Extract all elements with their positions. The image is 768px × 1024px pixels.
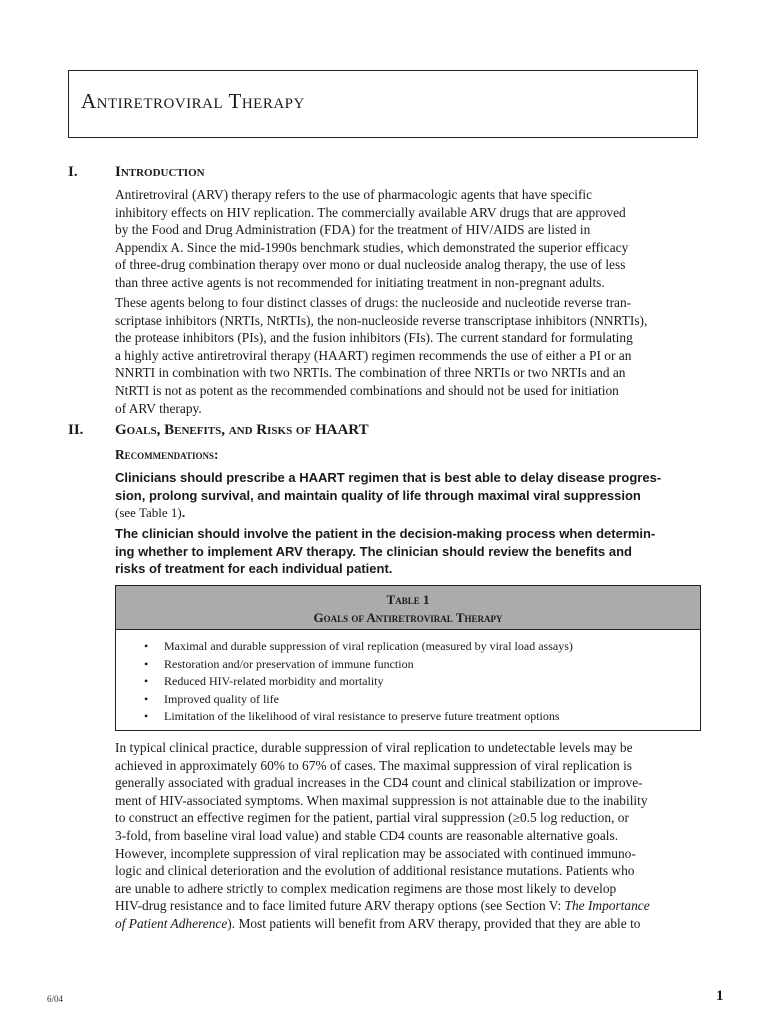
bullet-icon: • [144,656,149,671]
sentence-end: . [181,505,186,521]
text-line: 3-fold, from baseline viral load value) and stable CD4 counts are reasonable alternative goals. [115,827,619,843]
bullet-icon: • [144,674,149,689]
text-line: NtRTI is not as potent as the recommended combinations and should not be used for initiation [115,382,619,398]
intro-paragraph-2 [115,294,701,417]
goals-table [115,585,701,731]
text-line: ment of HIV-associated symptoms. When maximal suppression is not attainable due to the inability [115,792,648,808]
title-box [68,70,698,138]
text-line: The clinician should involve the patient in the decision-making process when determin- [115,526,656,541]
page-number: 1 [716,988,724,1004]
bullet-icon: • [144,639,149,653]
list-item-text: Reduced HIV-related morbidity and mortality [164,674,384,689]
list-item [116,638,700,656]
clinical-practice-paragraph [115,739,701,933]
bullet-icon: • [144,691,149,706]
text-line: scriptase inhibitors (NRTIs, NtRTIs), the non-nucleoside reverse transcriptase inhibitors (NNRTIs), [115,312,648,328]
recommendation-1 [115,469,701,522]
section-reference: The Importance [564,898,650,914]
text-line: sion, prolong survival, and maintain quality of life through maximal viral suppression [115,487,641,503]
list-item [116,708,700,726]
text-line: inhibitory effects on HIV replication. The commercially available ARV drugs that are approved [115,204,626,220]
text-line: to construct an effective regimen for the patient, partial viral suppression (≥0.5 log reduction, or [115,810,629,826]
text-line: However, incomplete suppression of viral replication may be associated with continued immuno- [115,845,636,861]
footer-date: 6/04 [47,994,64,1004]
table-title: Goals of Antiretroviral Therapy [313,610,503,625]
recommendations-label: Recommendations: [115,447,219,462]
list-item [116,673,700,691]
text-line: Appendix A. Since the mid-1990s benchmark studies, which demonstrated the superior efficacy [115,239,629,255]
text-line: Antiretroviral (ARV) therapy refers to the use of pharmacologic agents that have specific [115,187,593,202]
text-line [115,915,701,933]
table-reference: (see Table 1) [115,505,182,521]
text-line: These agents belong to four distinct classes of drugs: the nucleoside and nucleotide reverse tran- [115,295,632,310]
text-line: of three-drug combination therapy over mono or dual nucleoside analog therapy, the use of less [115,257,626,273]
text-line: Clinicians should prescribe a HAART regimen that is best able to delay disease progres- [115,470,662,485]
recommendation-2 [115,525,701,578]
text-line [115,897,701,915]
text-line: ing whether to implement ARV therapy. The clinician should review the benefits and [115,543,632,559]
table-header [116,586,700,630]
list-item-text: Maximal and durable suppression of viral replication (measured by viral load assays) [164,639,573,653]
text-line: achieved in approximately 60% to 67% of cases. The maximal suppression of viral replication is [115,757,633,773]
list-item-text: Limitation of the likelihood of viral resistance to preserve future treatment options [164,709,560,724]
text-line: generally associated with gradual increases in the CD4 count and clinical stabilization or improve- [115,775,643,791]
section-title: Introduction [115,164,205,180]
text-line: risks of treatment for each individual patient. [115,561,393,577]
section-heading-introduction [68,164,205,181]
text-fragment: HIV-drug resistance and to face limited future ARV therapy options (see Section V: [115,898,565,914]
list-item-text: Restoration and/or preservation of immune function [164,656,414,671]
section-number: I. [68,164,78,180]
list-item [116,691,700,709]
text-line: In typical clinical practice, durable suppression of viral replication to undetectable levels may be [115,740,633,755]
text-line: by the Food and Drug Administration (FDA) for the treatment of HIV/AIDS are listed in [115,222,591,238]
goals-list [116,630,700,726]
section-number: II. [68,422,84,438]
text-line: are unable to adhere strictly to complex medication regimens are those most likely to develop [115,880,617,896]
text-line: NNRTI in combination with two NRTIs. The combination of three NRTIs or two NRTIs and an [115,365,626,381]
list-item-text: Improved quality of life [164,691,279,706]
list-item [116,656,700,674]
text-fragment: ). Most patients will benefit from ARV therapy, provided that they are able to [227,915,641,931]
section-reference: of Patient Adherence [115,915,228,931]
bullet-icon: • [144,709,149,724]
text-line: logic and clinical deterioration and the evolution of additional resistance mutations. Patients who [115,863,635,879]
section-title: Goals, Benefits, and Risks of HAART [115,422,369,438]
text-line: a highly active antiretroviral therapy (HAART) regimen recommends the use of either a PI or an [115,347,632,363]
section-heading-goals [68,422,369,439]
text-line: of ARV therapy. [115,400,202,416]
text-line [115,504,701,522]
table-label: Table 1 [386,592,430,607]
page-title: Antiretroviral Therapy [81,89,305,113]
text-line: the protease inhibitors (PIs), and the fusion inhibitors (FIs). The current standard for formulating [115,330,633,346]
text-line: than three active agents is not recommended for initiating treatment in non-pregnant adults. [115,274,605,290]
intro-paragraph-1 [115,186,701,292]
